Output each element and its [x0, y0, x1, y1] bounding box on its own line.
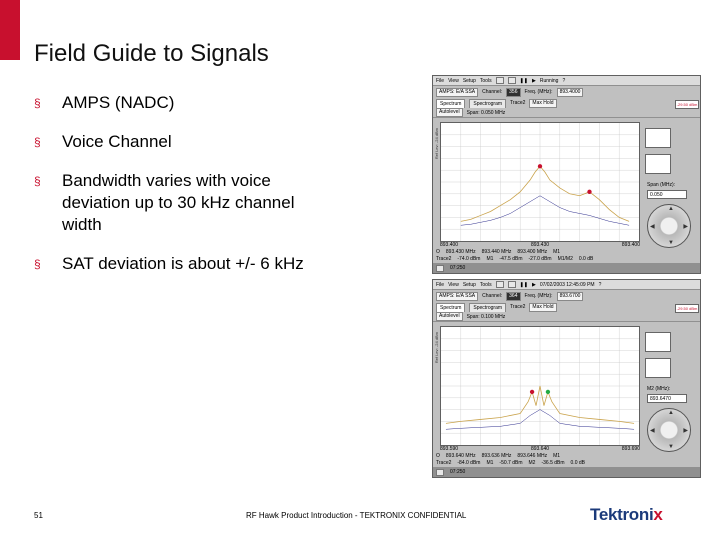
standard-select[interactable]: AMPS: E/A SSA — [436, 88, 478, 97]
print-icon[interactable] — [496, 281, 504, 288]
freq-label: Freq. (MHz): — [524, 293, 553, 299]
span-input[interactable]: 0.050 — [647, 190, 687, 199]
span-label: Span (MHz): — [647, 182, 676, 188]
bullet-item — [34, 170, 304, 236]
channel-input[interactable]: 364 — [506, 292, 520, 301]
menu-bar — [433, 280, 700, 290]
bullet-marker: § — [34, 96, 41, 110]
save-icon[interactable] — [508, 281, 516, 288]
marker-cell: 893.636 MHz — [481, 453, 512, 459]
standard-select[interactable]: AMPS: E/A SSA — [436, 292, 478, 301]
slide-title: Field Guide to Signals — [34, 40, 269, 67]
menu-file[interactable]: File — [436, 77, 445, 84]
marker-m1 — [530, 390, 534, 394]
camera-icon[interactable] — [436, 265, 444, 272]
marker-cell: M1 — [486, 460, 494, 466]
marker-m2 — [587, 190, 591, 194]
bullet-list — [34, 92, 304, 292]
span-readout: Span: 0.050 MHz — [466, 109, 506, 116]
marker-cell: M1 — [553, 453, 561, 459]
bullet-text: Bandwidth varies with voice deviation up to 30 kHz channel width — [62, 171, 295, 234]
analyzer-window-1 — [432, 75, 701, 274]
menu-file[interactable]: File — [436, 281, 445, 288]
marker-readout-2 — [436, 256, 640, 263]
marker-cell: 0.0 dB — [578, 256, 594, 262]
tab-spectrum[interactable]: Spectrum — [436, 99, 465, 108]
freq-tick: 893.590 — [440, 446, 459, 452]
marker-cell: -47.5 dBm — [499, 256, 523, 262]
marker-cell: -84.0 dBm — [457, 460, 481, 466]
spectrum-plot — [440, 122, 640, 242]
right-panel — [645, 302, 700, 467]
menu-view[interactable]: View — [448, 281, 459, 288]
marker-m2-input[interactable]: 893.6470 — [647, 394, 687, 403]
tab-spectrogram[interactable]: Spectrogram — [469, 303, 506, 312]
menu-setup[interactable]: Setup — [462, 281, 476, 288]
marker-cell: Trace2 — [436, 460, 452, 466]
freq-tick: 893.430 — [530, 242, 550, 248]
freq-label: Freq. (MHz): — [524, 89, 553, 95]
menu-tools[interactable]: Tools — [479, 281, 492, 288]
filter-button-icon[interactable] — [645, 358, 671, 378]
bullet-text: SAT deviation is about +/- 6 kHz — [62, 254, 304, 273]
camera-icon[interactable] — [436, 469, 444, 476]
marker-readout-2 — [436, 460, 640, 467]
marker-cell: 893.430 MHz — [445, 249, 476, 255]
control-row — [433, 290, 700, 302]
bullet-text: AMPS (NADC) — [62, 93, 175, 112]
status-bar — [433, 467, 700, 477]
trace-label: Trace2 — [510, 100, 526, 106]
freq-input[interactable]: 893.4000 — [557, 88, 584, 97]
autolevel-button[interactable]: Autolevel — [436, 312, 463, 321]
bullet-item — [34, 253, 304, 275]
waveform-button-icon[interactable] — [645, 128, 671, 148]
freq-axis — [440, 446, 640, 452]
footer-text: RF Hawk Product Introduction - TEKTRONIX CONFIDENTIAL — [246, 511, 467, 520]
bullet-marker: § — [34, 135, 41, 149]
live-trace — [461, 196, 629, 226]
spectrum-plot — [440, 326, 640, 446]
running-status: Running — [539, 77, 559, 84]
marker-cell: Trace2 — [436, 256, 452, 262]
marker-cell: M1 — [553, 249, 561, 255]
freq-tick: 893.640 — [530, 446, 550, 452]
marker-cell: O — [436, 453, 440, 459]
ref-level-label: Ref Lev: -24 dBm — [434, 128, 439, 160]
marker-readout-1 — [436, 249, 640, 256]
marker-cell: -50.7 dBm — [499, 460, 523, 466]
save-icon[interactable] — [508, 77, 516, 84]
bullet-item — [34, 92, 304, 114]
analyzer-window-2 — [432, 279, 701, 478]
menu-setup[interactable]: Setup — [462, 77, 476, 84]
tab-spectrum[interactable]: Spectrum — [436, 303, 465, 312]
marker-cell: 893.640 MHz — [445, 453, 476, 459]
marker-cell: 893.400 MHz — [517, 249, 548, 255]
menu-bar — [433, 76, 700, 86]
freq-input[interactable]: 893.6700 — [557, 292, 584, 301]
menu-view[interactable]: View — [448, 77, 459, 84]
play-icon[interactable]: ▶ — [531, 281, 536, 288]
bullet-marker: § — [34, 257, 41, 271]
tab-spectrogram[interactable]: Spectrogram — [469, 99, 506, 108]
control-row — [433, 86, 700, 98]
pause-icon[interactable]: ❚❚ — [519, 281, 528, 288]
marker-cell: 893.440 MHz — [481, 249, 512, 255]
autolevel-button[interactable]: Autolevel — [436, 108, 463, 117]
ref-readout: -29.50 dBm — [676, 306, 698, 311]
jog-wheel[interactable]: ▲ ▼ ◀ ▶ — [647, 408, 691, 452]
jog-wheel[interactable]: ▲ ▼ ◀ ▶ — [647, 204, 691, 248]
marker-readout-1 — [436, 453, 640, 460]
bullet-marker: § — [34, 174, 41, 188]
span-readout: Span: 0.100 MHz — [466, 313, 506, 320]
waveform-button-icon[interactable] — [645, 332, 671, 352]
status-time: 07:250 — [450, 469, 466, 475]
marker-m2 — [546, 390, 550, 394]
pause-icon[interactable]: ❚❚ — [519, 77, 528, 84]
marker-cell: 893.646 MHz — [517, 453, 548, 459]
ref-readout: -29.50 dBm — [676, 102, 698, 107]
marker-cell: O — [436, 249, 440, 255]
freq-tick: 893.690 — [621, 446, 640, 452]
right-panel — [645, 98, 700, 263]
title-accent-bar — [0, 0, 20, 60]
logo-x: x — [653, 505, 663, 524]
freq-tick: 893.400 — [621, 242, 640, 248]
marker-cell: M1/M2 — [557, 256, 573, 262]
print-icon[interactable] — [496, 77, 504, 84]
marker-cell: -36.5 dBm — [541, 460, 565, 466]
channel-input[interactable]: 356 — [506, 88, 520, 97]
freq-tick: 893.400 — [440, 242, 459, 248]
marker-m2-label: M2 (MHz): — [647, 386, 671, 392]
marker-cell: 0.0 dB — [570, 460, 585, 466]
trace-label: Trace2 — [510, 304, 526, 310]
bullet-item — [34, 131, 304, 153]
filter-button-icon[interactable] — [645, 154, 671, 174]
logo-text: Tektroni — [590, 505, 654, 524]
channel-label: Channel: — [482, 89, 503, 95]
status-time: 07:250 — [450, 265, 466, 271]
help-icon[interactable]: ? — [598, 281, 602, 288]
marker-cell: M1 — [486, 256, 494, 262]
marker-m1 — [538, 164, 542, 168]
status-bar — [433, 263, 700, 273]
freq-axis — [440, 242, 640, 248]
page-number: 51 — [34, 511, 43, 520]
play-icon[interactable]: ▶ — [531, 77, 536, 84]
bullet-text: Voice Channel — [62, 132, 172, 151]
ref-level-label: Ref Lev: -24 dBm — [434, 332, 439, 364]
channel-label: Channel: — [482, 293, 503, 299]
marker-cell: -74.0 dBm — [457, 256, 481, 262]
trace-mode-select[interactable]: Max Hold — [529, 303, 556, 312]
menu-tools[interactable]: Tools — [479, 77, 492, 84]
help-icon[interactable]: ? — [562, 77, 566, 84]
trace-mode-select[interactable]: Max Hold — [529, 99, 556, 108]
marker-cell: M2 — [528, 460, 536, 466]
marker-cell: -27.0 dBm — [528, 256, 552, 262]
timestamp: 07/02/2003 12:45:09 PM — [539, 281, 595, 288]
tektronix-logo — [590, 505, 663, 525]
